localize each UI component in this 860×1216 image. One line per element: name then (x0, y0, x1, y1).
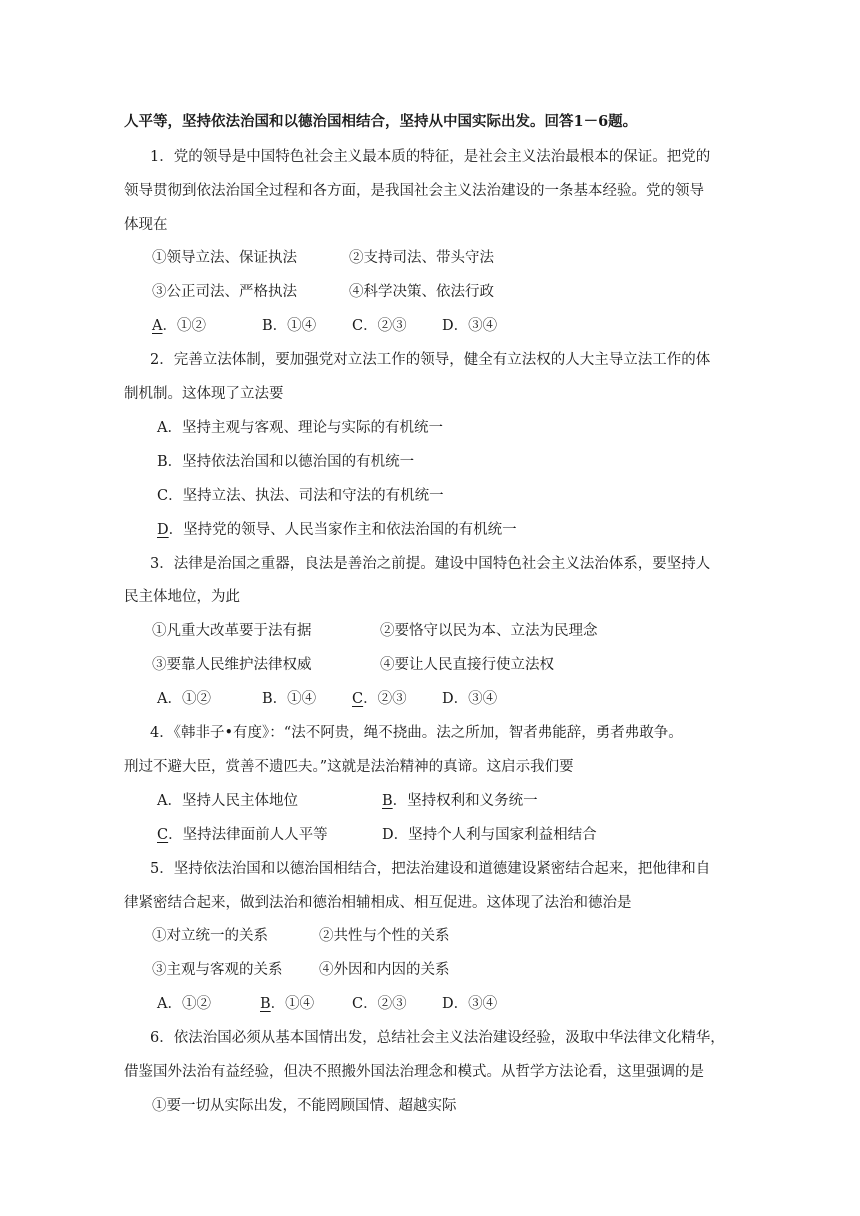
q5-option-d: D．③④ (442, 996, 498, 1012)
q4-option-b-text: ．坚持权利和义务统一 (392, 793, 538, 809)
q1-statement-2: ②支持司法、带头守法 (349, 250, 494, 266)
q1-statement-1: ①领导立法、保证执法 (152, 250, 297, 266)
q3-statement-3: ③要靠人民维护法律权威 (152, 657, 312, 673)
q6-stem-line-2: 借鉴国外法治有益经验，但决不照搬外国法治理念和模式。从哲学方法论看，这里强调的是 (124, 1064, 704, 1080)
q2-option-b: B．坚持依法治国和以德治国的有机统一 (157, 454, 415, 470)
q2-option-c: C．坚持立法、执法、司法和守法的有机统一 (157, 488, 444, 504)
q3-option-a: A．①② (157, 691, 211, 707)
q2-answer-letter: D (157, 522, 169, 538)
q4-option-d: D．坚持个人利与国家利益相结合 (382, 827, 597, 843)
q1-stem-line-2: 领导贯彻到依法治国全过程和各方面，是我国社会主义法治建设的一条基本经验。党的领导 (124, 183, 704, 199)
q3-option-c (352, 689, 407, 709)
q3-stem-line-1: 3．法律是治国之重器，良法是善治之前提。建设中国特色社会主义法治体系，要坚持人 (150, 556, 711, 572)
q5-stem-line-2: 律紧密结合起来，做到法治和德治相辅相成、相互促进。这体现了法治和德治是 (124, 895, 632, 911)
q3-option-b: B．①④ (262, 691, 317, 707)
q4-stem-line-1: 4．《韩非子•有度》：“法不阿贵，绳不挠曲。法之所加，智者弗能辞，勇者弗敢争。 (150, 725, 683, 741)
q6-stem-line-1: 6．依法治国必须从基本国情出发，总结社会主义法治建设经验，汲取中华法律文化精华， (150, 1030, 725, 1046)
q2-stem-line-1: 2．完善立法体制，要加强党对立法工作的领导，健全有立法权的人大主导立法工作的体 (150, 352, 711, 368)
q3-statement-1: ①凡重大改革要于法有据 (152, 623, 312, 639)
q1-option-c: C．②③ (352, 318, 407, 334)
intro-text: 人平等，坚持依法治国和以德治国相结合，坚持从中国实际出发。回答1－6题。 (124, 113, 638, 130)
q4-option-c-text: ．坚持法律面前人人平等 (168, 827, 328, 843)
q4-option-a: A．坚持人民主体地位 (157, 793, 298, 809)
q3-statement-2: ②要恪守以民为本、立法为民理念 (380, 623, 598, 639)
q2-stem-line-2: 制机制。这体现了立法要 (124, 386, 284, 402)
q1-stem-line-3: 体现在 (124, 217, 168, 233)
q5-statement-1: ①对立统一的关系 (152, 928, 268, 944)
q4-answer-letter-c: C (157, 827, 169, 843)
q4-stem-line-2: 刑过不避大臣，赏善不遗匹夫。”这就是法治精神的真谛。这启示我们要 (124, 759, 574, 775)
q5-option-b-text: ．①④ (270, 996, 315, 1012)
q5-option-c: C．②③ (352, 996, 407, 1012)
q5-option-b (260, 994, 314, 1014)
q1-option-d: D．③④ (442, 318, 498, 334)
q5-stem-line-1: 5．坚持依法治国和以德治国相结合，把法治建设和道德建设紧密结合起来，把他律和自 (150, 861, 711, 877)
q2-option-a: A．坚持主观与客观、理论与实际的有机统一 (157, 420, 443, 436)
q3-option-c-text: ．②③ (363, 691, 407, 707)
q2-option-d-text: ．坚持党的领导、人民当家作主和依法治国的有机统一 (168, 522, 517, 538)
q3-stem-line-2: 民主体地位，为此 (124, 589, 240, 605)
q6-statement-1: ①要一切从实际出发，不能罔顾国情、超越实际 (152, 1098, 457, 1114)
q3-answer-letter: C (352, 691, 364, 707)
q5-answer-letter: B (260, 996, 271, 1012)
q1-statement-4: ④科学决策、依法行政 (349, 284, 494, 300)
q5-statement-2: ②共性与个性的关系 (319, 928, 450, 944)
q1-option-a (152, 316, 206, 336)
q1-option-b: B．①④ (262, 318, 317, 334)
q2-option-d (157, 520, 517, 540)
q1-option-a-text: ．①② (162, 318, 206, 334)
q3-statement-4: ④要让人民直接行使立法权 (380, 657, 554, 673)
q4-option-c (157, 825, 328, 845)
q3-option-d: D．③④ (442, 691, 498, 707)
q5-statement-3: ③主观与客观的关系 (152, 962, 283, 978)
q1-answer-letter: A (152, 318, 163, 334)
q1-statement-3: ③公正司法、严格执法 (152, 284, 297, 300)
q1-stem-line-1: 1．党的领导是中国特色社会主义最本质的特征，是社会主义法治最根本的保证。把党的 (150, 149, 711, 165)
q5-statement-4: ④外因和内因的关系 (319, 962, 450, 978)
q4-option-b (382, 791, 538, 811)
q4-answer-letter-b: B (382, 793, 393, 809)
q5-option-a: A．①② (157, 996, 211, 1012)
